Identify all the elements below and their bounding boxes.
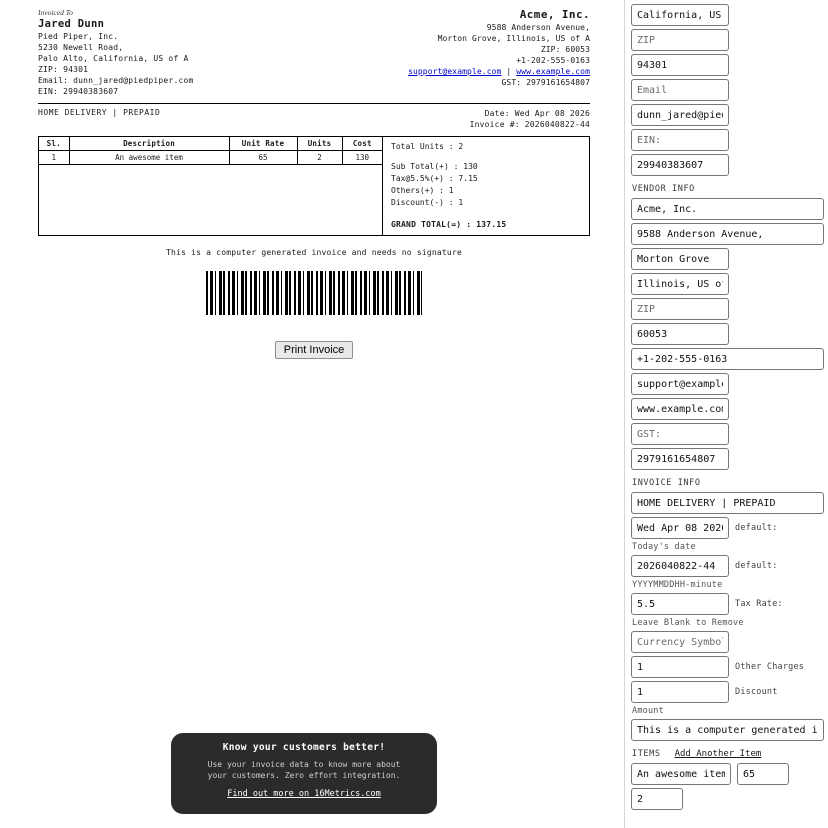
invoice-body — [38, 136, 590, 236]
invoice-items-column — [39, 137, 383, 235]
vendor-gst-input[interactable] — [631, 448, 729, 470]
col-units: Units — [297, 137, 342, 151]
invoice-date-default-label: default: — [735, 523, 778, 533]
amount-hint: Amount — [632, 706, 664, 716]
vendor-contact-separator: | — [506, 67, 512, 76]
grand-total: GRAND TOTAL(=) : 137.15 — [391, 220, 507, 229]
billed-to-email: Email: dunn_jared@piedpiper.com — [38, 76, 194, 85]
promo-link[interactable]: Find out more on 16Metrics.com — [227, 789, 381, 799]
vendor-name: Acme, Inc. — [519, 8, 590, 21]
invoice-number-row — [631, 555, 818, 580]
billed-to-company: Pied Piper, Inc. — [38, 32, 119, 41]
total-units: Total Units : 2 — [391, 142, 464, 151]
vendor-website-input[interactable] — [631, 398, 729, 420]
promo-title: Know your customers better! — [222, 742, 386, 753]
invoice-terms-input[interactable] — [631, 492, 824, 514]
vendor-gst-label-input[interactable] — [631, 423, 729, 445]
vendor-city-input[interactable] — [631, 248, 729, 270]
item-name-input[interactable] — [631, 763, 731, 785]
cell-units: 2 — [297, 151, 342, 165]
other-charges-row — [631, 656, 818, 681]
vendor-zip-input[interactable] — [631, 323, 729, 345]
other-charges-input[interactable] — [631, 656, 729, 678]
billed-to-ein: EIN: 29940383607 — [38, 87, 119, 96]
vendor-info-section-label: VENDOR INFO — [632, 184, 695, 194]
vendor-gst: GST: 2979161654807 — [501, 78, 590, 87]
billed-to-block — [38, 8, 194, 97]
col-cost: Cost — [342, 137, 382, 151]
discount-row — [631, 681, 818, 706]
vendor-website-link[interactable]: www.example.com — [516, 67, 590, 76]
item-quantity-input[interactable] — [631, 788, 683, 810]
other-charges-label: Other Charges — [735, 662, 805, 672]
invoice-date-row — [631, 517, 818, 542]
vendor-email-link[interactable]: support@example.com — [408, 67, 502, 76]
invoice-terms: HOME DELIVERY | PREPAID — [38, 108, 161, 117]
items-section-header — [632, 749, 818, 759]
invoice-number-default-label: default: — [735, 561, 778, 571]
barcode-container — [38, 271, 590, 315]
invoice-items-table — [39, 137, 382, 165]
customer-ein-input[interactable] — [631, 154, 729, 176]
billed-to-name: Jared Dunn — [38, 18, 105, 30]
vendor-zip: ZIP: 60053 — [540, 45, 590, 54]
invoice-date-hint: Today's date — [632, 542, 696, 552]
table-header-row — [39, 137, 382, 151]
sub-total: Sub Total(+) : 130 — [391, 162, 478, 171]
tax-rate-input[interactable] — [631, 593, 729, 615]
billed-to-label: Invoiced To — [38, 8, 73, 17]
cell-cost: 130 — [342, 151, 382, 165]
billed-to-address2: Palo Alto, California, US of A — [38, 54, 189, 63]
promo-card — [171, 733, 437, 814]
vendor-phone: +1-202-555-0163 — [516, 56, 590, 65]
discount-label: Discount — [735, 687, 778, 697]
tax-rate-hint: Leave Blank to Remove — [632, 618, 744, 628]
invoice-note-input[interactable] — [631, 719, 824, 741]
billed-to-address1: 5230 Newell Road, — [38, 43, 124, 52]
vendor-address2: Morton Grove, Illinois, US of A — [437, 34, 590, 43]
vendor-state-input[interactable] — [631, 273, 729, 295]
invoice-note: This is a computer generated invoice and needs no signature — [166, 248, 462, 257]
cell-unit-rate: 65 — [229, 151, 297, 165]
invoice-date-input[interactable] — [631, 517, 729, 539]
vendor-zip-label-input[interactable] — [631, 298, 729, 320]
table-row — [39, 151, 382, 165]
col-description: Description — [69, 137, 229, 151]
customer-zip-input[interactable] — [631, 29, 729, 51]
vendor-phone-input[interactable] — [631, 348, 824, 370]
print-invoice-button[interactable]: Print Invoice — [275, 341, 354, 359]
items-section-label: ITEMS — [632, 749, 661, 759]
invoice-dates — [470, 108, 590, 130]
invoice-date: Date: Wed Apr 08 2026 — [484, 109, 590, 118]
customer-email-input[interactable] — [631, 104, 729, 126]
invoice-form-panel — [624, 0, 828, 828]
invoice-meta — [38, 108, 590, 130]
vendor-block — [408, 8, 590, 88]
invoice-header — [38, 8, 590, 97]
customer-state-input[interactable] — [631, 4, 729, 26]
vendor-address1: 9588 Anderson Avenue, — [486, 23, 590, 32]
vendor-contact-line — [408, 66, 590, 77]
customer-email-label-input[interactable] — [631, 79, 729, 101]
promo-line-1: Use your invoice data to know more about — [207, 760, 401, 769]
invoice-number: Invoice #: 2026040822-44 — [469, 120, 590, 129]
cell-description: An awesome item — [69, 151, 229, 165]
invoice-info-section-label: INVOICE INFO — [632, 478, 701, 488]
print-button-container — [38, 341, 590, 359]
item-rate-input[interactable] — [737, 763, 789, 785]
discount-amount: Discount(-) : 1 — [391, 198, 464, 207]
col-sl: Sl. — [39, 137, 69, 151]
item-row — [631, 763, 818, 788]
others-amount: Others(+) : 1 — [391, 186, 454, 195]
customer-zip-value-input[interactable] — [631, 54, 729, 76]
tax-amount: Tax@5.5%(+) : 7.15 — [391, 174, 478, 183]
customer-ein-label-input[interactable] — [631, 129, 729, 151]
invoice-number-input[interactable] — [631, 555, 729, 577]
col-unit-rate: Unit Rate — [229, 137, 297, 151]
vendor-address-input[interactable] — [631, 223, 824, 245]
vendor-name-input[interactable] — [631, 198, 824, 220]
promo-line-2: your customers. Zero effort integration. — [207, 771, 401, 780]
cell-sl: 1 — [39, 151, 69, 165]
invoice-totals-column — [383, 137, 568, 235]
invoice-number-hint: YYYYMMDDHH-minute — [632, 580, 723, 590]
vendor-email-input[interactable] — [631, 373, 729, 395]
barcode-image — [206, 271, 422, 315]
billed-to-zip: ZIP: 94301 — [38, 65, 89, 74]
tax-rate-label: Tax Rate: — [735, 599, 783, 609]
items-empty-space — [39, 165, 382, 217]
currency-symbol-input[interactable] — [631, 631, 729, 653]
discount-input[interactable] — [631, 681, 729, 703]
header-divider — [38, 103, 590, 104]
add-another-item-link[interactable]: Add Another Item — [674, 749, 762, 759]
tax-rate-row — [631, 593, 818, 618]
